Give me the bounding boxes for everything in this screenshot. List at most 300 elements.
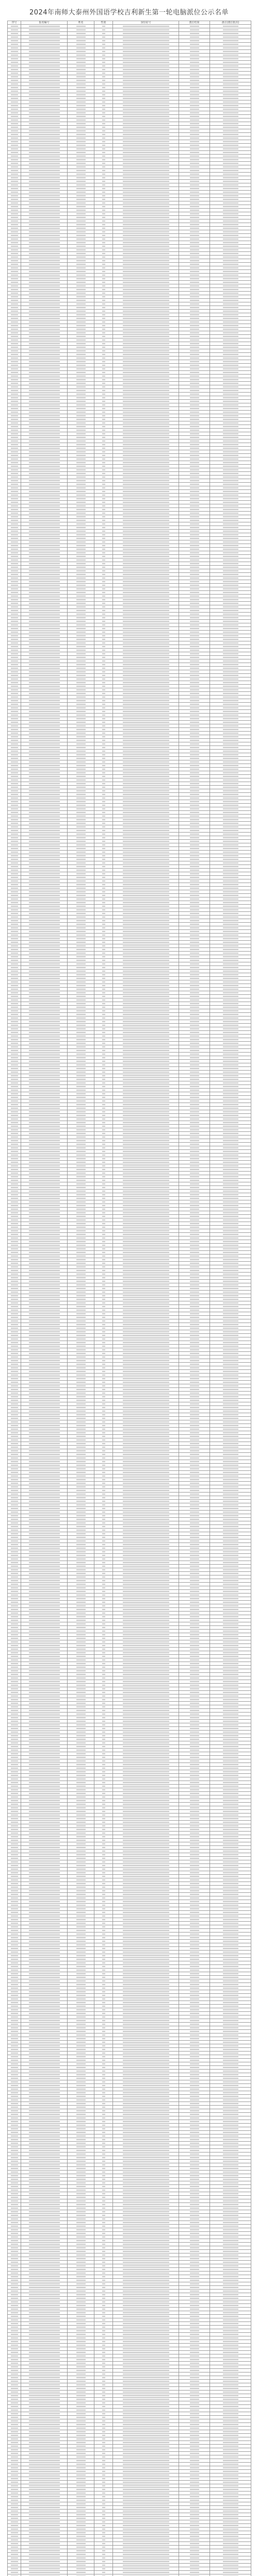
- table-cell: [210, 1016, 251, 1020]
- table-cell: [21, 1222, 68, 1226]
- table-cell: [179, 634, 210, 638]
- table-cell: [94, 750, 113, 753]
- illegible-text-placeholder: [29, 1025, 60, 1026]
- table-cell: [179, 1060, 210, 1063]
- table-cell: [113, 1038, 179, 1042]
- table-cell: [8, 349, 21, 353]
- illegible-text-placeholder: [102, 109, 105, 110]
- table-cell: [21, 165, 68, 169]
- table-cell: [68, 1067, 94, 1071]
- illegible-text-placeholder: [223, 1155, 238, 1156]
- illegible-text-placeholder: [11, 1140, 18, 1141]
- table-cell: [210, 425, 251, 429]
- table-cell: [8, 118, 21, 122]
- illegible-text-placeholder: [123, 808, 169, 809]
- table-cell: [68, 205, 94, 209]
- illegible-text-placeholder: [190, 412, 199, 413]
- table-cell: [179, 901, 210, 905]
- illegible-text-placeholder: [223, 404, 238, 405]
- illegible-text-placeholder: [11, 109, 18, 110]
- table-cell: [8, 908, 21, 912]
- illegible-text-placeholder: [123, 679, 169, 680]
- illegible-text-placeholder: [190, 963, 199, 964]
- table-cell: [94, 1211, 113, 1215]
- table-cell: [68, 497, 94, 501]
- illegible-text-placeholder: [223, 311, 238, 312]
- illegible-text-placeholder: [29, 852, 60, 853]
- table-cell: [210, 1197, 251, 1200]
- illegible-text-placeholder: [76, 1050, 86, 1051]
- table-cell: [94, 699, 113, 703]
- table-cell: [210, 317, 251, 320]
- illegible-text-placeholder: [123, 51, 169, 52]
- table-cell: [210, 688, 251, 692]
- table-cell: [113, 1031, 179, 1035]
- illegible-text-placeholder: [76, 657, 86, 658]
- illegible-text-placeholder: [223, 267, 238, 268]
- illegible-text-placeholder: [11, 426, 18, 427]
- table-cell: [113, 1114, 179, 1117]
- table-cell: [21, 544, 68, 548]
- illegible-text-placeholder: [76, 635, 86, 636]
- illegible-text-placeholder: [190, 1050, 199, 1051]
- illegible-text-placeholder: [123, 1165, 169, 1166]
- table-cell: [113, 825, 179, 829]
- table-cell: [8, 566, 21, 569]
- illegible-text-placeholder: [76, 945, 86, 946]
- illegible-text-placeholder: [76, 33, 86, 34]
- illegible-text-placeholder: [123, 888, 169, 889]
- table-cell: [68, 1211, 94, 1215]
- illegible-text-placeholder: [223, 47, 238, 48]
- illegible-text-placeholder: [190, 801, 199, 802]
- illegible-text-placeholder: [123, 718, 169, 719]
- table-cell: [21, 180, 68, 183]
- illegible-text-placeholder: [29, 415, 60, 416]
- table-cell: [94, 1031, 113, 1035]
- table-cell: [113, 1053, 179, 1056]
- illegible-text-placeholder: [223, 1165, 238, 1166]
- illegible-text-placeholder: [223, 303, 238, 304]
- table-row: [8, 335, 251, 338]
- illegible-text-placeholder: [190, 477, 199, 478]
- illegible-text-placeholder: [102, 47, 105, 48]
- table-cell: [179, 227, 210, 230]
- table-row: [8, 382, 251, 385]
- illegible-text-placeholder: [190, 873, 199, 874]
- table-cell: [68, 1132, 94, 1136]
- illegible-text-placeholder: [76, 1090, 86, 1091]
- table-cell: [68, 364, 94, 367]
- illegible-text-placeholder: [190, 289, 199, 290]
- table-cell: [113, 696, 179, 699]
- illegible-text-placeholder: [11, 610, 18, 611]
- table-cell: [8, 631, 21, 634]
- illegible-text-placeholder: [29, 1194, 60, 1195]
- illegible-text-placeholder: [11, 971, 18, 972]
- table-row: [8, 443, 251, 447]
- table-cell: [94, 100, 113, 104]
- illegible-text-placeholder: [76, 217, 86, 218]
- table-cell: [8, 472, 21, 476]
- illegible-text-placeholder: [76, 509, 86, 510]
- illegible-text-placeholder: [190, 884, 199, 885]
- table-cell: [210, 649, 251, 652]
- table-cell: [94, 742, 113, 746]
- table-cell: [8, 1085, 21, 1089]
- table-cell: [179, 238, 210, 241]
- table-cell: [21, 822, 68, 825]
- illegible-text-placeholder: [76, 909, 86, 910]
- table-cell: [21, 1132, 68, 1136]
- illegible-text-placeholder: [223, 1212, 238, 1213]
- table-cell: [68, 421, 94, 425]
- table-row: [8, 1099, 251, 1103]
- table-cell: [179, 191, 210, 194]
- illegible-text-placeholder: [11, 963, 18, 964]
- illegible-text-placeholder: [123, 917, 169, 918]
- illegible-text-placeholder: [29, 718, 60, 719]
- table-cell: [8, 28, 21, 32]
- illegible-text-placeholder: [190, 213, 199, 214]
- illegible-text-placeholder: [190, 978, 199, 979]
- illegible-text-placeholder: [11, 1100, 18, 1101]
- table-cell: [21, 998, 68, 1002]
- table-cell: [21, 663, 68, 667]
- table-cell: [113, 566, 179, 569]
- table-cell: [8, 843, 21, 847]
- illegible-text-placeholder: [102, 437, 105, 438]
- table-cell: [113, 1107, 179, 1110]
- illegible-text-placeholder: [190, 192, 199, 193]
- table-cell: [210, 609, 251, 613]
- illegible-text-placeholder: [11, 585, 18, 586]
- illegible-text-placeholder: [102, 202, 105, 204]
- table-cell: [210, 277, 251, 281]
- table-cell: [68, 346, 94, 349]
- illegible-text-placeholder: [123, 148, 169, 149]
- table-cell: [21, 479, 68, 483]
- table-row: [8, 36, 251, 39]
- table-cell: [94, 454, 113, 457]
- illegible-text-placeholder: [29, 992, 60, 993]
- illegible-text-placeholder: [190, 1115, 199, 1116]
- illegible-text-placeholder: [190, 834, 199, 835]
- table-row: [8, 396, 251, 400]
- table-cell: [210, 93, 251, 97]
- table-cell: [8, 674, 21, 677]
- table-cell: [113, 1063, 179, 1067]
- table-cell: [210, 1009, 251, 1013]
- table-cell: [21, 595, 68, 598]
- table-row: [8, 317, 251, 320]
- table-cell: [179, 331, 210, 335]
- table-cell: [68, 508, 94, 512]
- illegible-text-placeholder: [123, 610, 169, 611]
- table-cell: [68, 598, 94, 602]
- table-row: [8, 331, 251, 335]
- illegible-text-placeholder: [29, 278, 60, 279]
- table-cell: [68, 407, 94, 411]
- illegible-text-placeholder: [29, 206, 60, 207]
- table-cell: [94, 825, 113, 829]
- table-row: [8, 732, 251, 735]
- table-cell: [68, 1139, 94, 1143]
- illegible-text-placeholder: [190, 891, 199, 892]
- table-cell: [68, 201, 94, 205]
- table-cell: [21, 753, 68, 757]
- illegible-text-placeholder: [76, 325, 86, 326]
- table-cell: [8, 216, 21, 219]
- table-cell: [21, 274, 68, 277]
- table-cell: [8, 919, 21, 923]
- illegible-text-placeholder: [11, 722, 18, 723]
- table-cell: [21, 656, 68, 659]
- illegible-text-placeholder: [123, 448, 169, 449]
- table-cell: [8, 623, 21, 627]
- table-cell: [21, 93, 68, 97]
- table-cell: [21, 1218, 68, 1222]
- table-cell: [210, 281, 251, 284]
- table-cell: [179, 757, 210, 760]
- table-cell: [68, 429, 94, 432]
- illegible-text-placeholder: [223, 242, 238, 243]
- table-cell: [179, 450, 210, 454]
- illegible-text-placeholder: [223, 819, 238, 820]
- table-cell: [8, 46, 21, 50]
- illegible-text-placeholder: [190, 624, 199, 625]
- table-cell: [68, 349, 94, 353]
- illegible-text-placeholder: [223, 101, 238, 103]
- illegible-text-placeholder: [76, 120, 86, 121]
- illegible-text-placeholder: [76, 473, 86, 474]
- table-cell: [21, 894, 68, 897]
- table-cell: [21, 685, 68, 688]
- table-cell: [113, 869, 179, 872]
- illegible-text-placeholder: [123, 873, 169, 874]
- table-cell: [113, 721, 179, 724]
- illegible-text-placeholder: [29, 47, 60, 48]
- table-cell: [179, 598, 210, 602]
- table-cell: [8, 205, 21, 209]
- table-cell: [8, 735, 21, 739]
- table-cell: [21, 176, 68, 180]
- table-cell: [179, 649, 210, 652]
- illegible-text-placeholder: [190, 386, 199, 387]
- illegible-text-placeholder: [123, 534, 169, 535]
- table-cell: [8, 429, 21, 432]
- illegible-text-placeholder: [223, 65, 238, 66]
- illegible-text-placeholder: [123, 145, 169, 146]
- table-row: [8, 865, 251, 869]
- table-row: [8, 771, 251, 775]
- illegible-text-placeholder: [123, 693, 169, 694]
- illegible-text-placeholder: [102, 909, 105, 910]
- illegible-text-placeholder: [123, 675, 169, 676]
- illegible-text-placeholder: [29, 354, 60, 355]
- table-cell: [210, 349, 251, 353]
- table-cell: [94, 706, 113, 710]
- table-cell: [210, 483, 251, 486]
- table-cell: [68, 1114, 94, 1117]
- illegible-text-placeholder: [29, 1219, 60, 1221]
- illegible-text-placeholder: [123, 1147, 169, 1148]
- table-cell: [8, 173, 21, 176]
- illegible-text-placeholder: [223, 596, 238, 597]
- illegible-text-placeholder: [190, 549, 199, 550]
- illegible-text-placeholder: [190, 116, 199, 117]
- illegible-text-placeholder: [29, 981, 60, 982]
- table-cell: [94, 970, 113, 973]
- illegible-text-placeholder: [29, 65, 60, 66]
- table-cell: [94, 97, 113, 100]
- table-cell: [94, 620, 113, 623]
- table-cell: [8, 1182, 21, 1186]
- table-cell: [210, 68, 251, 72]
- table-cell: [210, 595, 251, 598]
- table-cell: [8, 742, 21, 746]
- table-cell: [21, 872, 68, 876]
- table-cell: [21, 266, 68, 270]
- table-cell: [210, 1096, 251, 1099]
- table-cell: [210, 504, 251, 508]
- table-cell: [21, 46, 68, 50]
- table-cell: [21, 847, 68, 851]
- table-cell: [68, 357, 94, 360]
- illegible-text-placeholder: [102, 170, 105, 171]
- illegible-text-placeholder: [29, 145, 60, 146]
- table-cell: [94, 977, 113, 980]
- table-cell: [94, 64, 113, 68]
- table-cell: [8, 966, 21, 970]
- table-cell: [8, 706, 21, 710]
- illegible-text-placeholder: [11, 852, 18, 853]
- illegible-text-placeholder: [190, 859, 199, 860]
- illegible-text-placeholder: [29, 1086, 60, 1087]
- illegible-text-placeholder: [102, 408, 105, 409]
- table-row: [8, 256, 251, 259]
- illegible-text-placeholder: [123, 231, 169, 232]
- table-cell: [21, 984, 68, 988]
- table-cell: [8, 227, 21, 230]
- illegible-text-placeholder: [76, 448, 86, 449]
- table-cell: [113, 1211, 179, 1215]
- illegible-text-placeholder: [11, 1201, 18, 1202]
- illegible-text-placeholder: [190, 1122, 199, 1123]
- table-cell: [68, 537, 94, 540]
- illegible-text-placeholder: [11, 1046, 18, 1047]
- table-cell: [94, 854, 113, 858]
- table-cell: [68, 270, 94, 274]
- table-cell: [21, 616, 68, 620]
- illegible-text-placeholder: [190, 397, 199, 398]
- table-cell: [21, 72, 68, 75]
- illegible-text-placeholder: [223, 877, 238, 878]
- illegible-text-placeholder: [190, 935, 199, 936]
- table-row: [8, 1020, 251, 1024]
- illegible-text-placeholder: [11, 365, 18, 366]
- illegible-text-placeholder: [190, 495, 199, 496]
- illegible-text-placeholder: [76, 109, 86, 110]
- illegible-text-placeholder: [190, 502, 199, 503]
- illegible-text-placeholder: [123, 899, 169, 900]
- illegible-text-placeholder: [29, 931, 60, 932]
- table-cell: [21, 566, 68, 569]
- table-cell: [94, 869, 113, 872]
- illegible-text-placeholder: [223, 199, 238, 200]
- illegible-text-placeholder: [123, 120, 169, 121]
- illegible-text-placeholder: [29, 891, 60, 892]
- illegible-text-placeholder: [190, 1212, 199, 1213]
- table-cell: [179, 165, 210, 169]
- table-cell: [179, 133, 210, 137]
- illegible-text-placeholder: [29, 69, 60, 70]
- illegible-text-placeholder: [123, 1155, 169, 1156]
- illegible-text-placeholder: [11, 513, 18, 514]
- table-cell: [210, 822, 251, 825]
- illegible-text-placeholder: [11, 549, 18, 550]
- table-cell: [113, 61, 179, 64]
- illegible-text-placeholder: [190, 1061, 199, 1062]
- illegible-text-placeholder: [123, 123, 169, 124]
- table-cell: [68, 411, 94, 414]
- table-cell: [210, 605, 251, 609]
- illegible-text-placeholder: [76, 682, 86, 683]
- illegible-text-placeholder: [123, 296, 169, 297]
- illegible-text-placeholder: [76, 689, 86, 690]
- table-cell: [179, 162, 210, 165]
- table-cell: [68, 72, 94, 75]
- illegible-text-placeholder: [223, 801, 238, 802]
- table-cell: [179, 338, 210, 342]
- table-cell: [210, 137, 251, 140]
- table-cell: [179, 115, 210, 118]
- illegible-text-placeholder: [29, 592, 60, 593]
- illegible-text-placeholder: [11, 502, 18, 503]
- table-cell: [8, 670, 21, 674]
- table-cell: [179, 216, 210, 219]
- illegible-text-placeholder: [11, 296, 18, 297]
- table-row: [8, 789, 251, 793]
- illegible-text-placeholder: [123, 1187, 169, 1188]
- table-cell: [179, 869, 210, 872]
- table-row: [8, 302, 251, 306]
- table-cell: [179, 897, 210, 901]
- table-row: [8, 129, 251, 133]
- illegible-text-placeholder: [29, 945, 60, 946]
- table-cell: [210, 696, 251, 699]
- table-cell: [68, 306, 94, 310]
- table-cell: [94, 1035, 113, 1038]
- table-cell: [179, 1110, 210, 1114]
- illegible-text-placeholder: [102, 1054, 105, 1055]
- table-cell: [21, 461, 68, 465]
- illegible-text-placeholder: [29, 801, 60, 802]
- illegible-text-placeholder: [102, 1144, 105, 1145]
- table-cell: [68, 1121, 94, 1125]
- table-cell: [68, 375, 94, 378]
- table-row: [8, 75, 251, 79]
- illegible-text-placeholder: [102, 412, 105, 413]
- table-cell: [68, 771, 94, 775]
- illegible-text-placeholder: [76, 693, 86, 694]
- illegible-text-placeholder: [76, 94, 86, 95]
- illegible-text-placeholder: [102, 660, 105, 662]
- illegible-text-placeholder: [76, 365, 86, 366]
- table-row: [8, 223, 251, 227]
- illegible-text-placeholder: [76, 231, 86, 232]
- table-cell: [8, 439, 21, 443]
